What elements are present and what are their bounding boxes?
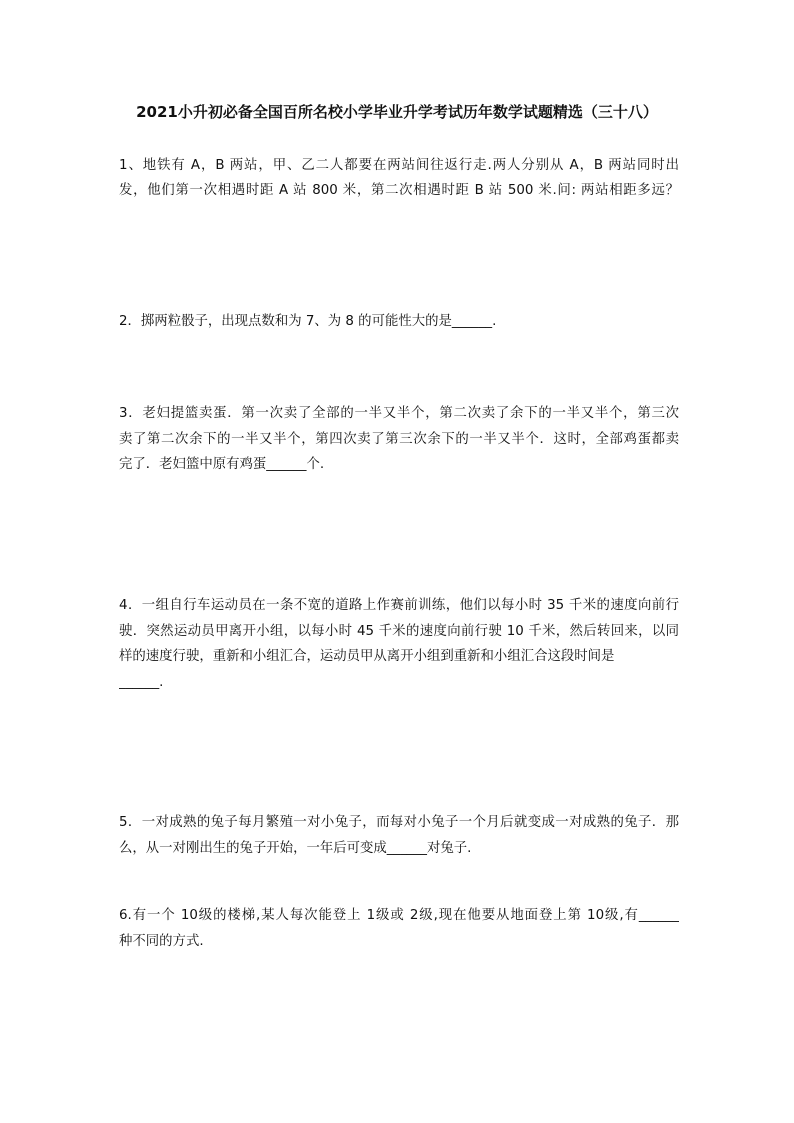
question-line: ______.: [119, 674, 164, 690]
question-line: 发，他们第一次相遇时距 A 站 800 米，第二次相遇时距 B 站 500 米.问: 两站相距多远？: [119, 183, 679, 198]
question-1: [119, 153, 679, 203]
question-line: 种不同的方式.: [119, 933, 204, 949]
question-line: 5．一对成熟的兔子每月繁殖一对小兔子，而每对小兔子一个月后就变成一对成熟的兔子．那: [119, 815, 679, 830]
question-6: [119, 903, 679, 954]
question-4: [119, 593, 679, 695]
question-2: [119, 309, 679, 335]
question-line: 2．掷两粒骰子，出现点数和为 7、为 8 的可能性大的是______.: [119, 314, 497, 329]
question-3: [119, 401, 679, 478]
question-line: 样的速度行驶，重新和小组汇合，运动员甲从离开小组到重新和小组汇合这段时间是: [119, 649, 615, 665]
question-line: 4．一组自行车运动员在一条不宽的道路上作赛前训练，他们以每小时 35 千米的速度向前行: [119, 598, 679, 613]
question-line: 完了．老妇篮中原有鸡蛋______个.: [119, 457, 325, 473]
question-line: 么，从一对刚出生的兔子开始，一年后可变成______对兔子.: [119, 840, 472, 856]
question-line: 1、地铁有 A，B 两站，甲、乙二人都要在两站间往返行走.两人分别从 A，B 两站同时出: [119, 158, 679, 173]
document-title: 2021小升初必备全国百所名校小学毕业升学考试历年数学试题精选（三十八）: [136, 103, 658, 121]
question-line: 驶．突然运动员甲离开小组，以每小时 45 千米的速度向前行驶 10 千米，然后转回来，以同: [119, 623, 679, 639]
question-line: 卖了第二次余下的一半又半个，第四次卖了第三次余下的一半又半个．这时，全部鸡蛋都卖: [119, 431, 679, 447]
question-line: 6.有一个 10级的楼梯,某人每次能登上 1级或 2级,现在他要从地面登上第 10级,有______: [119, 908, 679, 923]
question-line: 3．老妇提篮卖蛋．第一次卖了全部的一半又半个，第二次卖了余下的一半又半个，第三次: [119, 406, 679, 421]
question-5: [119, 810, 679, 861]
